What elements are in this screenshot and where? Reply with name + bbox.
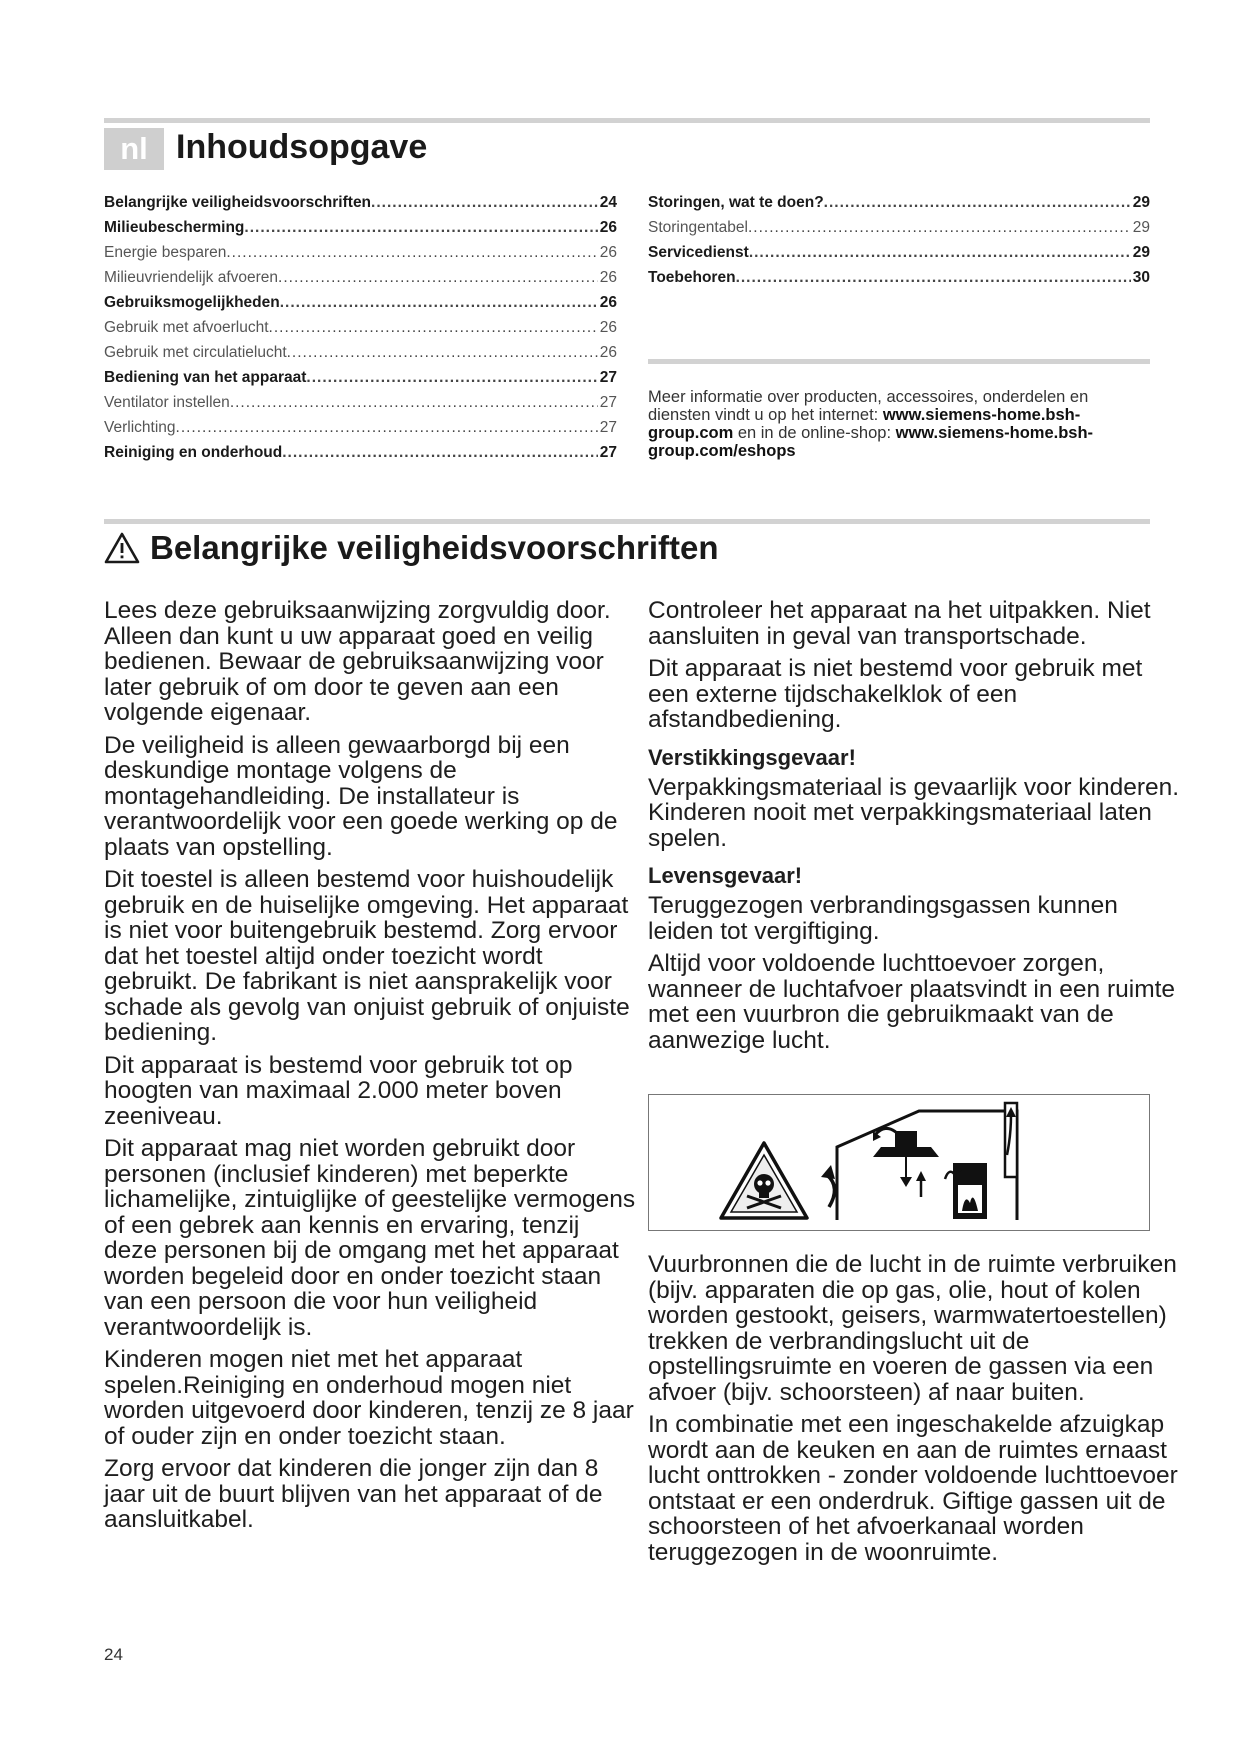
suffocation-heading: Verstikkingsgevaar! xyxy=(648,744,856,770)
toc-entry-label: Servicedienst xyxy=(648,244,749,261)
toc-entry[interactable] xyxy=(104,269,617,294)
toc-entry-page: 24 xyxy=(599,194,617,211)
paragraph: Altijd voor voldoende luchttoevoer zorgen, wanneer de luchtafvoer plaatsvindt in een ruimte met een vuurbron die gebruikmaakt van de aanwezige lucht. xyxy=(648,950,1176,1054)
toc-left-column xyxy=(104,194,617,469)
toc-entry[interactable] xyxy=(104,219,617,244)
toc-entry-page: 27 xyxy=(599,369,617,386)
toc-leader xyxy=(282,444,598,462)
toc-entry-page: 26 xyxy=(599,344,617,361)
toc-entry[interactable] xyxy=(104,294,617,319)
warning-icon xyxy=(104,532,140,564)
toc-entry-label: Gebruik met afvoerlucht xyxy=(104,319,269,336)
info-text-1: Meer informatie over producten, accessoires, onderdelen en diensten vindt u op het internet: xyxy=(648,388,1089,424)
toc-entry-page: 26 xyxy=(599,294,617,311)
language-tag: nl xyxy=(104,128,164,170)
toc-entry-page: 29 xyxy=(1132,219,1150,236)
website-link[interactable]: www.siemens-home.bsh-group.com xyxy=(648,406,1081,442)
toc-entry-label: Gebruiksmogelijkheden xyxy=(104,294,280,311)
paragraph: Dit apparaat mag niet worden gebruikt door personen (inclusief kinderen) met beperkte lichamelijke, zintuiglijke of geestelijke vermogens of een gebrek aan kennis en ervaring, tenzij deze personen bij de omgang met het apparaat worden begeleid door en onder toezicht staan van een persoon die voor hun veiligheid verantwoordelijk is. xyxy=(104,1135,636,1341)
toc-entry-label: Storingentabel xyxy=(648,219,748,236)
eshop-link[interactable]: www.siemens-home.bsh-group.com/eshops xyxy=(648,424,1094,460)
toc-entry-page: 27 xyxy=(599,419,617,436)
paragraph: Teruggezogen verbrandingsgassen kunnen leiden tot vergiftiging. xyxy=(648,892,1118,945)
toc-leader xyxy=(176,419,598,437)
paragraph: Vuurbronnen die de lucht in de ruimte verbruiken (bijv. apparaten die op gas, olie, hout of kolen worden gestookt, geisers, warmwatertoestellen) trekken de verbrandingslucht uit de opstellingsruimte en voeren de gassen via een afvoer (bijv. schoorsteen) af naar buiten. xyxy=(648,1251,1177,1406)
paragraph: Dit apparaat is bestemd voor gebruik tot op hoogten van maximaal 2.000 meter boven zeeniveau. xyxy=(104,1051,573,1130)
toc-entry[interactable] xyxy=(104,344,617,369)
toc-right-column xyxy=(648,194,1150,294)
info-text-2: en in de online-shop: xyxy=(733,424,896,442)
toc-entry-label: Belangrijke veiligheidsvoorschriften xyxy=(104,194,372,211)
toc-leader xyxy=(230,394,598,412)
top-rule xyxy=(104,118,1150,123)
body-right-column xyxy=(648,598,1183,1060)
toc-entry[interactable] xyxy=(104,319,617,344)
toc-entry[interactable] xyxy=(648,244,1150,269)
paragraph: Controleer het apparaat na het uitpakken. Niet aansluiten in geval van transportschade. xyxy=(648,597,1151,650)
danger-heading: Levensgevaar! xyxy=(648,863,803,888)
toc-entry-page: 29 xyxy=(1132,244,1150,261)
toc-leader xyxy=(748,219,1131,237)
toc-leader xyxy=(371,194,598,212)
toc-leader xyxy=(278,269,598,287)
toc-leader xyxy=(269,319,598,337)
paragraph: Zorg ervoor dat kinderen die jonger zijn dan 8 jaar uit de buurt blijven van het apparaat of de aansluitkabel. xyxy=(104,1455,603,1533)
toc-entry-label: Storingen, wat te doen? xyxy=(648,194,824,211)
toc-entry[interactable] xyxy=(104,394,617,419)
toc-leader xyxy=(226,244,597,262)
toc-leader xyxy=(749,244,1131,262)
toc-entry-page: 26 xyxy=(599,319,617,336)
paragraph: Dit apparaat is niet bestemd voor gebruik met een externe tijdschakelklok of een afstandbediening. xyxy=(648,655,1143,733)
toc-entry[interactable] xyxy=(648,194,1150,219)
toc-entry-label: Gebruik met circulatielucht xyxy=(104,344,287,361)
toc-entry-label: Milieubescherming xyxy=(104,219,245,236)
toc-entry[interactable] xyxy=(104,194,617,219)
section-rule xyxy=(104,519,1150,524)
page-number: 24 xyxy=(104,1645,123,1664)
toc-entry-page: 26 xyxy=(599,269,617,286)
toc-leader xyxy=(736,269,1131,287)
section-heading xyxy=(104,526,719,570)
paragraph: Dit toestel is alleen bestemd voor huishoudelijk gebruik en de huiselijke omgeving. Het apparaat is niet voor buitengebruik bestemd. Zorg ervoor dat het toestel altijd onder toezicht wordt gebruikt. De fabrikant is niet aansprakelijk voor schade als gevolg van onjuist gebruik of onjuiste bediening. xyxy=(104,866,630,1046)
skull-icon xyxy=(754,1174,774,1194)
toc-entry[interactable] xyxy=(648,219,1150,244)
poisoning-warning-figure xyxy=(648,1094,1150,1231)
paragraph: Lees deze gebruiksaanwijzing zorgvuldig door. Alleen dan kunt u uw apparaat goed en veilig bedienen. Bewaar de gebruiksaanwijzing voor later gebruik of om door te geven aan een volgende eigenaar. xyxy=(104,597,611,726)
toc-entry-page: 27 xyxy=(599,444,617,461)
section-title: Belangrijke veiligheidsvoorschriften xyxy=(150,529,719,566)
paragraph: In combinatie met een ingeschakelde afzuigkap wordt aan de keuken en aan de ruimtes ernaast lucht onttrokken - zonder voldoende luchttoevoer ontstaat er een onderdruk. Giftige gassen uit de schoorsteen of het afvoerkanaal worden teruggezogen in de woonruimte. xyxy=(648,1411,1178,1566)
paragraph: De veiligheid is alleen gewaarborgd bij een deskundige montage volgens de montagehandleiding. De installateur is verantwoordelijk voor een goede werking op de plaats van opstelling. xyxy=(104,731,618,861)
toc-entry-label: Ventilator instellen xyxy=(104,394,230,411)
toc-entry[interactable] xyxy=(104,444,617,469)
toc-entry[interactable] xyxy=(648,269,1150,294)
toc-entry-page: 26 xyxy=(599,244,617,261)
toc-entry-label: Reiniging en onderhoud xyxy=(104,444,283,461)
toc-leader xyxy=(306,369,597,387)
toc-leader xyxy=(244,219,597,237)
toc-entry-label: Bediening van het apparaat xyxy=(104,369,307,386)
toc-entry-label: Milieuvriendelijk afvoeren xyxy=(104,269,279,286)
toc-entry[interactable] xyxy=(104,419,617,444)
toc-leader xyxy=(287,344,598,362)
body-left-column xyxy=(104,598,639,1540)
toc-entry-label: Toebehoren xyxy=(648,269,736,286)
toc-leader xyxy=(824,194,1131,212)
toc-entry-label: Energie besparen xyxy=(104,244,227,261)
toc-entry-page: 30 xyxy=(1132,269,1150,286)
body-right-column-continued xyxy=(648,1252,1183,1572)
paragraph: Verpakkingsmateriaal is gevaarlijk voor kinderen. Kinderen nooit met verpakkingsmateriaal laten spelen. xyxy=(648,773,1180,852)
toc-title: Inhoudsopgave xyxy=(176,128,428,166)
paragraph: Kinderen mogen niet met het apparaat spelen.Reiniging en onderhoud mogen niet worden uitgevoerd door kinderen, tenzij ze 8 jaar of ouder zijn en onder toezicht staan. xyxy=(104,1346,634,1450)
toc-entry-page: 26 xyxy=(599,219,617,236)
toc-entry-page: 29 xyxy=(1132,194,1150,211)
info-rule xyxy=(648,359,1150,364)
info-text xyxy=(648,388,1148,460)
toc-entry-page: 27 xyxy=(599,394,617,411)
toc-entry[interactable] xyxy=(104,244,617,269)
toc-entry-label: Verlichting xyxy=(104,419,176,436)
toc-entry[interactable] xyxy=(104,369,617,394)
toc-leader xyxy=(280,294,598,312)
